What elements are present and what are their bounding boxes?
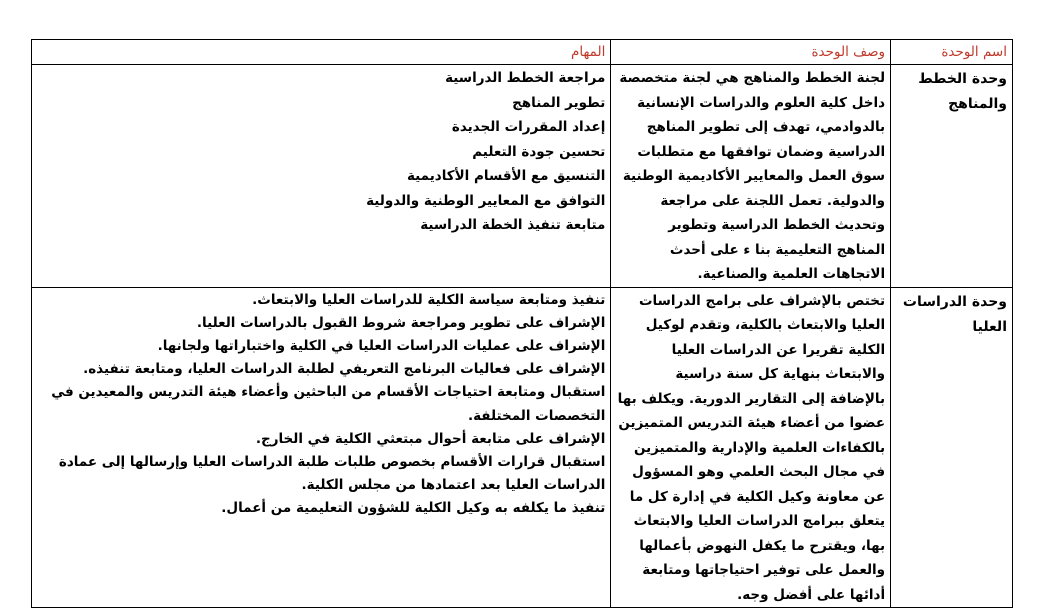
task-item: إعداد المقررات الجديدة [451, 119, 606, 135]
table-header-row [32, 40, 1013, 65]
task-item: التنسيق مع الأقسام الأكاديمية [406, 168, 606, 184]
header-unit-name: اسم الوحدة [891, 40, 1013, 65]
tasks-cell [32, 287, 611, 608]
task-item: تطوير المناهج [512, 94, 606, 111]
task-item: تنفيذ ما يكلفه به وكيل الكلية للشؤون التعليمية من أعمال. [221, 500, 606, 517]
tasks-cell [32, 65, 611, 288]
unit-description-cell: لجنة الخطط والمناهج هي لجنة متخصصة داخل كلية العلوم والدراسات الإنسانية بالدوادمي، تهدف إلى تطوير المناهج الدراسية وضمان توافقها مع متطلبات سوق العمل والمعايير الأكاديمية الوطنية والدولية. تعمل اللجنة على مراجعة وتحديث الخطط الدراسية وتطوير المناهج التعليمية بنا ء على أحدث الاتجاهات العلمية والصناعية. [611, 65, 891, 288]
header-unit-description: وصف الوحدة [611, 40, 891, 65]
task-item: تحسين جودة التعليم [472, 143, 606, 160]
task-item: الإشراف على فعاليات البرنامج التعريفي لطلبة الدراسات العليا، ومتابعة تنفيذه. [83, 361, 606, 378]
task-item: الإشراف على متابعة أحوال مبتعثي الكلية في الخارج. [255, 430, 606, 447]
unit-description-cell: تختص بالإشراف على برامج الدراسات العليا والابتعاث بالكلية، وتقدم لوكيل الكلية تقريرا عن الدراسات العليا والابتعاث بنهاية كل سنة دراسية بالإضافة إلى التقارير الدورية. ويكلف بها عضوا من أعضاء هيئة التدريس المتميزين بالكفاءات العلمية والإدارية والمتميزين في مجال البحث العلمي وهو المسؤول عن معاونة وكيل الكلية في إدارة كل ما يتعلق ببرامج الدراسات العليا والابتعاث بها، ويقترح ما يكفل النهوض بأعمالها والعمل على توفير احتياجاتها ومتابعة أدائها على أفضل وجه. [611, 287, 891, 608]
task-item: الإشراف على تطوير ومراجعة شروط القبول بالدراسات العليا. [196, 314, 606, 331]
units-table [31, 39, 1013, 608]
task-item: استقبال قرارات الأقسام بخصوص طلبات طلبة الدراسات العليا وإرسالها إلى عمادة الدراسات العليا بعد اعتمادها من مجلس الكلية. [58, 453, 606, 494]
unit-name-cell: وحدة الدراسات العليا [891, 287, 1013, 608]
table-row [32, 287, 1013, 608]
task-item: تنفيذ ومتابعة سياسة الكلية للدراسات العليا والابتعاث. [252, 291, 606, 308]
unit-name-cell: وحدة الخطط والمناهج [891, 65, 1013, 288]
header-tasks: المهام [32, 40, 611, 65]
task-item: الإشراف على عمليات الدراسات العليا في الكلية واختباراتها ولجانها. [157, 337, 606, 354]
task-item: التوافق مع المعايير الوطنية والدولية [366, 192, 606, 209]
table-row [32, 65, 1013, 288]
task-item: متابعة تنفيذ الخطة الدراسية [420, 217, 606, 233]
task-item: استقبال ومتابعة احتياجات الأقسام من الباحثين وأعضاء هيئة التدريس والمعيدين في التخصصات المختلفة. [51, 384, 606, 424]
task-item: مراجعة الخطط الدراسية [445, 70, 606, 86]
